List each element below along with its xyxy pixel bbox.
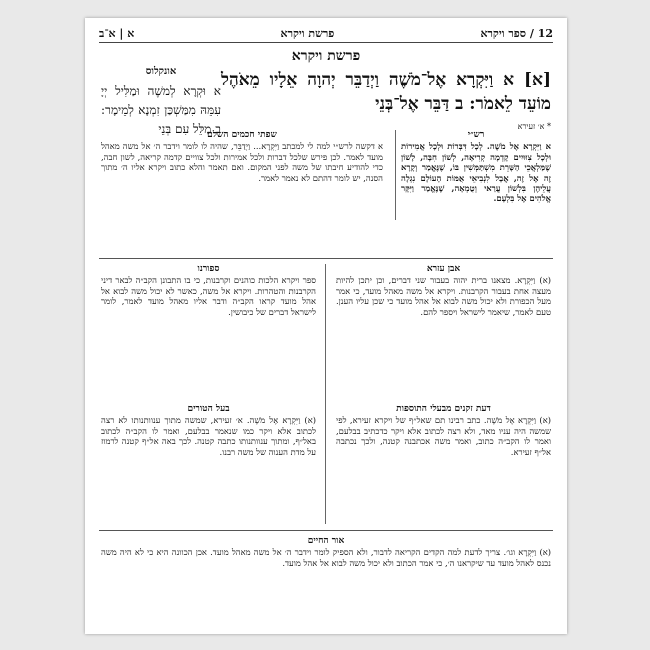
book-page [85, 18, 567, 634]
rashi-text: א וַיִּקְרָא אֶל מֹשֶׁה. לְכָל דִּבְּרוֹת וּלְכָל אֲמִירוֹת וּלְכָל צִוּוּיִים קָדְמָה קְרִיאָה, לְשׁוֹן חִבָּה, לָשׁוֹן שֶׁמַּלְאֲכֵי הַשָּׁרֵת מִשְׁתַּמְּשִׁין בּוֹ, שֶׁנֶּאֱמַר וְקָרָא זֶה אֶל זֶה, אֲבָל לִנְבִיאֵי אֻמּוֹת הָעוֹלָם נִגְלָה עֲלֵיהֶן בִּלְשׁוֹן עֲרַאי וְטֻמְאָה, שֶׁנֶּאֱמַר וַיִּקָּר אֱלֹהִים אֶל בִּלְעָם. [401, 141, 551, 204]
baal-haturim-text: (א) וַיִּקְרָא אֶל מֹשֶׁה. א׳ זעירא, שמשה מתוך ענוותנותו לא רצה לכתוב אלא ויקר כמו שנאמר בבלעם, ואמר לו הקב״ה לכתוב באל״ף, ומתוך ענוותנותו כתבה קטנה. לכך באה אל״ף קטנה לרמוז על מדת הענוה של משה רבנו. [101, 415, 316, 457]
siftei-chachamim-title: שפתי חכמים השלם [207, 130, 277, 140]
section-rule [99, 258, 553, 259]
onkelos-text: א וּקְרָא לְמשֶׁה וּמַלִּיל יְיָ עִמֵּהּ מִמַּשְׁכַּן זִמְנָא לְמֵימָר: ב מַלֵּל עִם בְּנֵי [101, 84, 221, 136]
rashi-title: רש״י [467, 130, 485, 140]
running-title: פרשת ויקרא [280, 27, 335, 40]
rashi-section [401, 130, 551, 216]
baal-haturim-section [101, 404, 316, 524]
column-divider [395, 130, 396, 220]
baal-haturim-title: בעל הטורים [187, 404, 230, 414]
parasha-title: פרשת ויקרא [291, 48, 361, 64]
page-number: 12 [537, 27, 553, 40]
sforno-title: ספורנו [197, 264, 220, 274]
ibn-ezra-section [336, 264, 551, 394]
onkelos-title: אונקלוס [145, 66, 177, 77]
daat-zkenim-text: (א) וַיִּקְרָא אֶל מֹשֶׁה. כתב רבינו תם שאל״ף של ויקרא זעירא, לפי שמשה היה עניו מאד, ולא רצה לכתוב אלא ויקר כדכתיב בבלעם, ואמר לו הקב״ה כתוב, ואמר משה אכתבנה קטנה, ולכך נכתבה אל״ף זעירא. [336, 415, 551, 457]
or-hachaim-text: (א) וַיִּקְרָא וגו׳. צריך לדעת למה הקדים הקריאה לדבור, ולא הספיק לומר וידבר ה׳ אל משה מאהל מועד. אכן הכוונה היא כי לא היה משה נכנס לאהל מועד עד שיקראנו ה׳, כי אמר הכתוב ולא יכול משה לבוא אל אהל מועד. [101, 547, 551, 568]
verse-footnote: * א׳ זעירא [517, 122, 551, 131]
sforno-section [101, 264, 316, 394]
daat-zkenim-title: דעת זקנים מבעלי התוספות [396, 404, 491, 414]
or-hachaim-section [101, 536, 551, 628]
column-divider [325, 264, 326, 524]
daat-zkenim-section [336, 404, 551, 524]
siftei-chachamim-section [101, 130, 383, 246]
torah-verse: [א] א וַיִּקְרָא אֶל־מֹשֶׁה וַיְדַבֵּר יְהוָה אֵלָיו מֵאֹהֶל מוֹעֵד לֵאמֹר: ב דַּבֵּר אֶל־בְּנֵי [221, 70, 551, 114]
siftei-chachamim-text: א דקשה לרש״י למה לי למכתב וַיִּקְרָא... וַיְדַבֵּר, שהיה לו לומר וידבר ה׳ אל משה מאהל מועד לאמר. לכן פירש שלכל דברות ולכל אמירות ולכל צוויים קדמה קריאה, לשון חבה, כדי להודיע חיבתו של משה לפני המקום. ואם תאמר והלא כתוב ויקרא אליו ה׳ מתוך הסנה, יש לומר דהתם לא נאמר לאמר. [101, 141, 383, 183]
book-title: ספר ויקרא [480, 27, 526, 40]
or-hachaim-title: אור החיים [307, 536, 345, 546]
ibn-ezra-title: אבן עזרא [426, 264, 461, 274]
chapter-verse: א | א־ב [99, 27, 135, 40]
ibn-ezra-text: (א) וַיִּקְרָא. מצאנו ברית יהוה בעבור שני דברים, וכן יתכן להיות מעצה אחת בעבור הקרבנות. ויקרא אל משה מאהל מועד, כי אמר מעל הכפורת ולא יכול משה לבוא אל אהל מועד כי שכן עליו הענן. טעם לאמר, שיאמר לישראל ויספר להם. [336, 275, 551, 317]
running-header [99, 24, 553, 43]
sforno-text: ספר ויקרא הלכות כוהנים וקרבנות, כי בו התבונן הקב״ה לבאר דיני הקרבנות והטהרות. ויקרא אל משה, כאשר לא יכול משה לבוא אל אהל מועד קראו הקב״ה ודבר אליו מאהל מועד לאמר, לומר לישראל דברים של כיבושין. [101, 275, 316, 317]
header-right: 12 / ספר ויקרא [480, 27, 553, 40]
section-rule [99, 530, 553, 531]
